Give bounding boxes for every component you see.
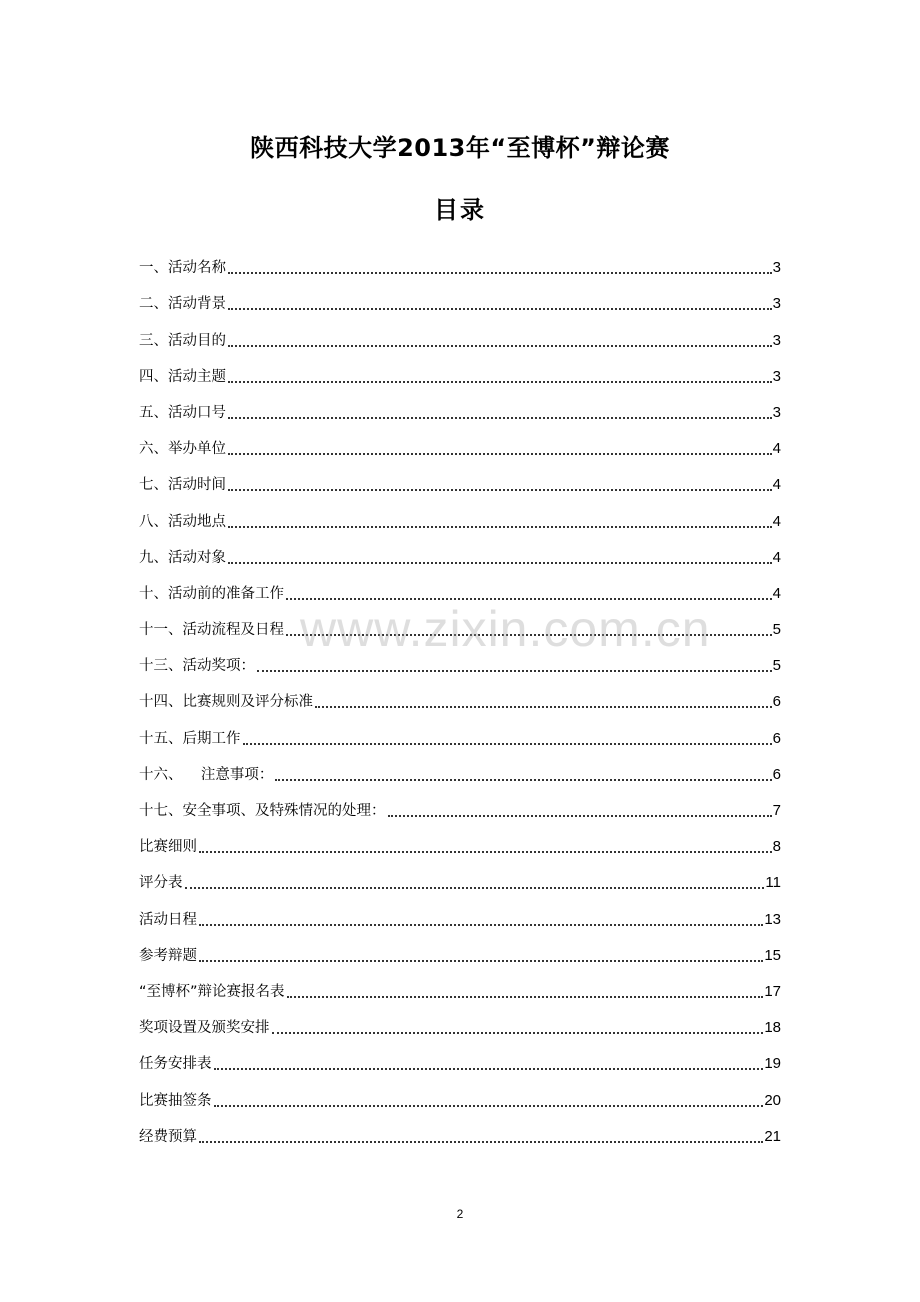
toc-entry-label: 六、举办单位	[139, 441, 226, 458]
table-of-contents	[139, 244, 781, 1149]
toc-entry[interactable]	[139, 497, 781, 533]
toc-entry-label: 七、活动时间	[139, 477, 226, 494]
toc-entry[interactable]	[139, 534, 781, 570]
toc-entry-label: 一、活动名称	[139, 260, 226, 277]
toc-dot-leader	[228, 526, 772, 528]
toc-dot-leader	[272, 1032, 764, 1034]
toc-dot-leader	[228, 562, 772, 564]
toc-entry-page-number: 3	[772, 259, 781, 277]
toc-dot-leader	[228, 417, 772, 419]
toc-entry-label: 十七、安全事项、及特殊情况的处理：	[139, 803, 386, 819]
toc-entry-page-number: 4	[772, 512, 781, 530]
toc-entry[interactable]	[139, 244, 781, 280]
toc-entry-label: 比赛细则	[139, 839, 197, 856]
toc-entry-page-number: 3	[772, 367, 781, 385]
toc-entry-page-number: 11	[765, 874, 781, 892]
toc-entry-page-number: 6	[772, 693, 781, 711]
toc-entry-page-number: 8	[772, 838, 781, 856]
toc-entry[interactable]	[139, 461, 781, 497]
toc-entry-page-number: 4	[772, 548, 781, 566]
toc-entry-page-number: 17	[764, 982, 781, 1000]
toc-entry-label: 任务安排表	[139, 1056, 212, 1073]
toc-entry[interactable]	[139, 316, 781, 352]
toc-dot-leader	[228, 308, 772, 310]
toc-entry[interactable]	[139, 895, 781, 931]
toc-dot-leader	[199, 960, 763, 962]
toc-entry[interactable]	[139, 1076, 781, 1112]
toc-entry-page-number: 7	[772, 802, 781, 819]
toc-entry-page-number: 13	[764, 910, 781, 928]
toc-dot-leader	[388, 815, 772, 817]
toc-dot-leader	[228, 489, 772, 491]
toc-entry-label: 三、活动目的	[139, 332, 226, 349]
toc-entry[interactable]	[139, 859, 781, 895]
toc-dot-leader	[199, 851, 772, 853]
toc-dot-leader	[214, 1068, 764, 1070]
toc-entry-label: 十五、后期工作	[139, 730, 241, 747]
toc-entry[interactable]	[139, 678, 781, 714]
toc-entry[interactable]	[139, 642, 781, 678]
toc-entry[interactable]	[139, 968, 781, 1004]
toc-entry-label: 奖项设置及颁奖安排	[139, 1020, 270, 1037]
toc-entry-page-number: 4	[772, 476, 781, 494]
toc-entry-page-number: 5	[772, 621, 781, 639]
toc-entry-label: 十三、活动奖项：	[139, 658, 255, 675]
toc-entry-label: 二、活动背景	[139, 296, 226, 313]
toc-entry-page-number: 4	[772, 584, 781, 602]
toc-entry-page-number: 6	[772, 765, 781, 783]
toc-entry-label: 五、活动口号	[139, 404, 226, 421]
toc-entry-page-number: 3	[772, 331, 781, 349]
toc-dot-leader	[286, 634, 772, 636]
toc-entry[interactable]	[139, 751, 781, 787]
toc-entry-label: 经费预算	[139, 1128, 197, 1145]
toc-entry[interactable]	[139, 787, 781, 823]
toc-entry[interactable]	[139, 425, 781, 461]
toc-entry-label: 四、活动主题	[139, 368, 226, 385]
toc-entry-page-number: 18	[764, 1019, 781, 1037]
toc-entry[interactable]	[139, 606, 781, 642]
toc-entry-label: 活动日程	[139, 911, 197, 928]
toc-dot-leader	[287, 996, 764, 998]
toc-dot-leader	[199, 1141, 763, 1143]
toc-entry-label: 十四、比赛规则及评分标准	[139, 694, 313, 711]
toc-dot-leader	[257, 670, 772, 672]
toc-entry-page-number: 20	[764, 1091, 781, 1109]
toc-entry-label: 十、活动前的准备工作	[139, 585, 284, 602]
toc-entry-label: “至博杯”辩论赛报名表	[139, 983, 285, 1000]
toc-entry-label: 十六、 注意事项：	[139, 766, 274, 783]
toc-dot-leader	[243, 743, 772, 745]
toc-entry-page-number: 4	[772, 440, 781, 458]
toc-entry[interactable]	[139, 823, 781, 859]
toc-dot-leader	[199, 924, 763, 926]
toc-dot-leader	[185, 887, 765, 889]
toc-entry[interactable]	[139, 932, 781, 968]
toc-entry-page-number: 3	[772, 403, 781, 421]
toc-entry[interactable]	[139, 353, 781, 389]
toc-dot-leader	[228, 345, 772, 347]
toc-dot-leader	[315, 706, 772, 708]
toc-entry-label: 评分表	[139, 875, 183, 892]
toc-entry-label: 十一、活动流程及日程	[139, 622, 284, 639]
toc-entry[interactable]	[139, 280, 781, 316]
toc-entry[interactable]	[139, 1004, 781, 1040]
toc-entry-page-number: 3	[772, 295, 781, 313]
toc-dot-leader	[228, 272, 772, 274]
toc-dot-leader	[228, 381, 772, 383]
document-title: 陕西科技大学2013年“至博杯”辩论赛	[250, 134, 670, 162]
toc-entry[interactable]	[139, 714, 781, 750]
toc-dot-leader	[214, 1105, 764, 1107]
toc-entry-label: 八、活动地点	[139, 513, 226, 530]
toc-entry-page-number: 5	[772, 657, 781, 675]
toc-entry-page-number: 15	[764, 946, 781, 964]
toc-dot-leader	[275, 779, 771, 781]
toc-entry-page-number: 19	[764, 1055, 781, 1073]
toc-entry[interactable]	[139, 389, 781, 425]
toc-entry-label: 参考辩题	[139, 947, 197, 964]
page-number: 2	[456, 1207, 464, 1221]
toc-entry-page-number: 21	[764, 1127, 781, 1145]
toc-entry-label: 九、活动对象	[139, 549, 226, 566]
toc-entry[interactable]	[139, 570, 781, 606]
toc-dot-leader	[228, 453, 772, 455]
toc-entry[interactable]	[139, 1113, 781, 1149]
toc-heading: 目录	[434, 196, 486, 224]
toc-entry-page-number: 6	[772, 729, 781, 747]
toc-entry[interactable]	[139, 1040, 781, 1076]
watermark: www.zixin.com.cn	[300, 601, 711, 657]
toc-dot-leader	[286, 598, 772, 600]
toc-entry-label: 比赛抽签条	[139, 1092, 212, 1109]
